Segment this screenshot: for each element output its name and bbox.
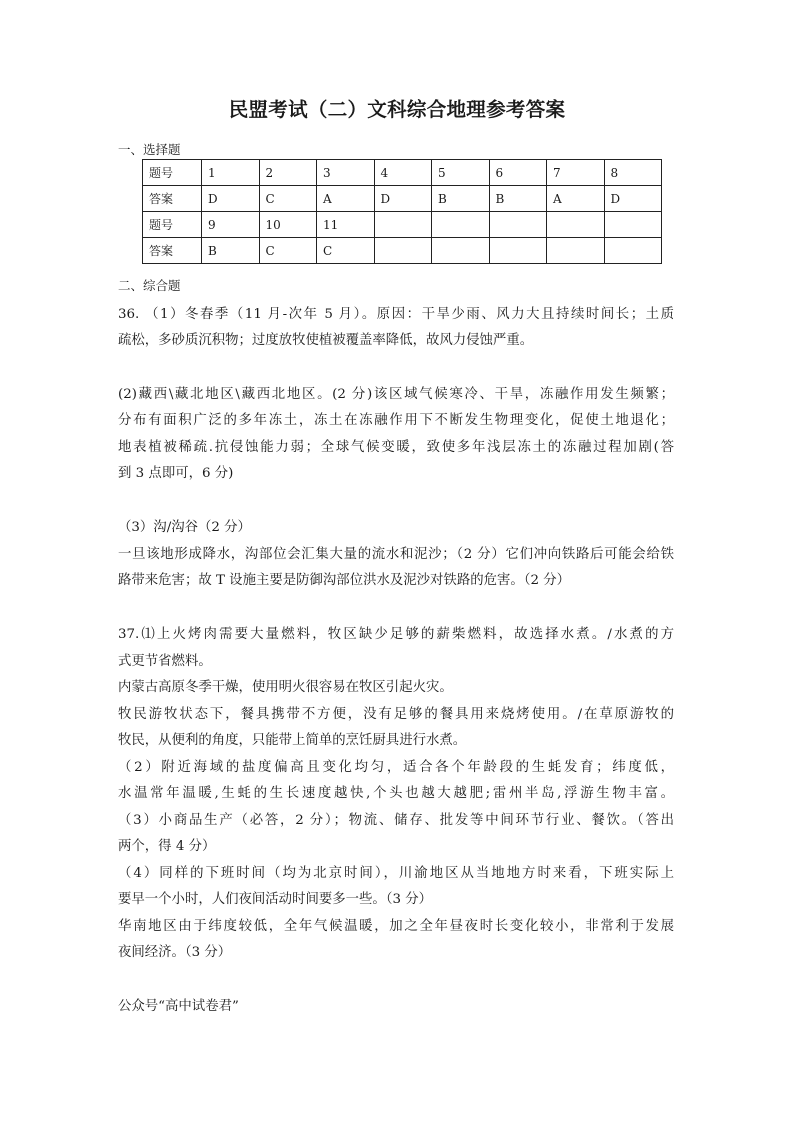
answer-table [142, 159, 662, 264]
table-cell: 8 [604, 160, 662, 186]
table-cell [604, 238, 662, 264]
table-row [143, 160, 662, 186]
table-row [143, 186, 662, 212]
table-cell: D [374, 186, 432, 212]
table-cell [489, 238, 547, 264]
table-cell [489, 212, 547, 238]
answer-line: 两个，得 4 分） [118, 839, 216, 854]
table-cell: 3 [317, 160, 375, 186]
table-cell: 题号 [143, 212, 202, 238]
answer-line: (2)藏西\藏北地区\藏西北地区。(2 分)该区域气候寒冷、干旱，冻融作用发生频繁； [118, 387, 674, 402]
answer-line: 地表植被稀疏.抗侵蚀能力弱；全球气候变暖，致使多年浅层冻土的冻融过程加剧(答 [118, 440, 674, 455]
answer-line: 到 3 点即可，6 分) [118, 466, 234, 481]
table-cell: D [604, 186, 662, 212]
table-cell: 11 [317, 212, 375, 238]
table-cell: C [259, 186, 317, 212]
table-cell [547, 238, 605, 264]
table-cell [547, 212, 605, 238]
table-cell: D [202, 186, 260, 212]
answer-line: 36. （1）冬春季（11 月-次年 5 月）。原因：干旱少雨、风力大且持续时间长；土质 [118, 307, 674, 322]
table-cell: 4 [374, 160, 432, 186]
answer-line: （2）附近海域的盐度偏高且变化均匀，适合各个年龄段的生蚝发育；纬度低， [118, 760, 674, 775]
table-cell: A [317, 186, 375, 212]
section-heading-choice: 一、选择题 [118, 142, 181, 157]
table-cell: 5 [432, 160, 490, 186]
answer-line: 牧民，从便利的角度，只能带上简单的烹饪厨具进行水煮。 [118, 733, 467, 748]
table-row [143, 212, 662, 238]
answer-line: （3）沟/沟谷（2 分） [118, 520, 251, 535]
table-cell: C [317, 238, 375, 264]
answer-line: 华南地区由于纬度较低，全年气候温暖，加之全年昼夜时长变化较小，非常利于发展 [118, 919, 674, 934]
answer-line: 牧民游牧状态下，餐具携带不方便，没有足够的餐具用来烧烤使用。/在草原游牧的 [118, 707, 674, 722]
table-cell: A [547, 186, 605, 212]
table-cell: 答案 [143, 238, 202, 264]
footer-note: 公众号“高中试卷君” [118, 999, 239, 1014]
answer-line: 夜间经济。（3 分） [118, 945, 232, 960]
table-cell: B [202, 238, 260, 264]
table-cell: 7 [547, 160, 605, 186]
table-cell: 答案 [143, 186, 202, 212]
section-heading-comprehensive: 二、综合题 [118, 278, 181, 293]
answer-line: 路带来危害；故 T 设施主要是防御沟部位洪水及泥沙对铁路的危害。（2 分） [118, 573, 571, 588]
answer-line: 分布有面积广泛的多年冻土，冻土在冻融作用下不断发生物理变化，促使土地退化； [118, 413, 674, 428]
table-cell: 1 [202, 160, 260, 186]
table-cell: B [432, 186, 490, 212]
table-cell: 9 [202, 212, 260, 238]
answer-line: 式更节省燃料。 [118, 654, 212, 669]
answer-line: （4）同样的下班时间（均为北京时间），川渝地区从当地地方时来看，下班实际上 [118, 866, 674, 881]
table-cell [374, 212, 432, 238]
answer-line: 37.⑴上火烤肉需要大量燃料，牧区缺少足够的薪柴燃料，故选择水煮。/水煮的方 [118, 627, 674, 642]
table-cell [374, 238, 432, 264]
page-title: 民盟考试（二）文科综合地理参考答案 [228, 98, 566, 121]
answer-line: 内蒙古高原冬季干燥，使用明火很容易在牧区引起火灾。 [118, 680, 453, 695]
answer-line: 水温常年温暖,生蚝的生长速度越快,个头也越大越肥;雷州半岛,浮游生物丰富。 [118, 786, 674, 801]
table-cell [432, 212, 490, 238]
table-cell: B [489, 186, 547, 212]
table-cell: 6 [489, 160, 547, 186]
table-cell [432, 238, 490, 264]
table-row [143, 238, 662, 264]
table-cell: 10 [259, 212, 317, 238]
answer-line: （3）小商品生产（必答，2 分）；物流、储存、批发等中间环节行业、餐饮。（答出 [118, 813, 674, 828]
answer-line: 疏松，多砂质沉积物；过度放牧使植被覆盖率降低，故风力侵蚀严重。 [118, 333, 534, 348]
table-cell: 2 [259, 160, 317, 186]
table-cell: 题号 [143, 160, 202, 186]
answer-line: 一旦该地形成降水，沟部位会汇集大量的流水和泥沙；（2 分）它们冲向铁路后可能会给铁 [118, 547, 674, 562]
table-cell [604, 212, 662, 238]
answer-line: 要早一个小时，人们夜间活动时间要多一些。（3 分） [118, 892, 433, 907]
table-cell: C [259, 238, 317, 264]
